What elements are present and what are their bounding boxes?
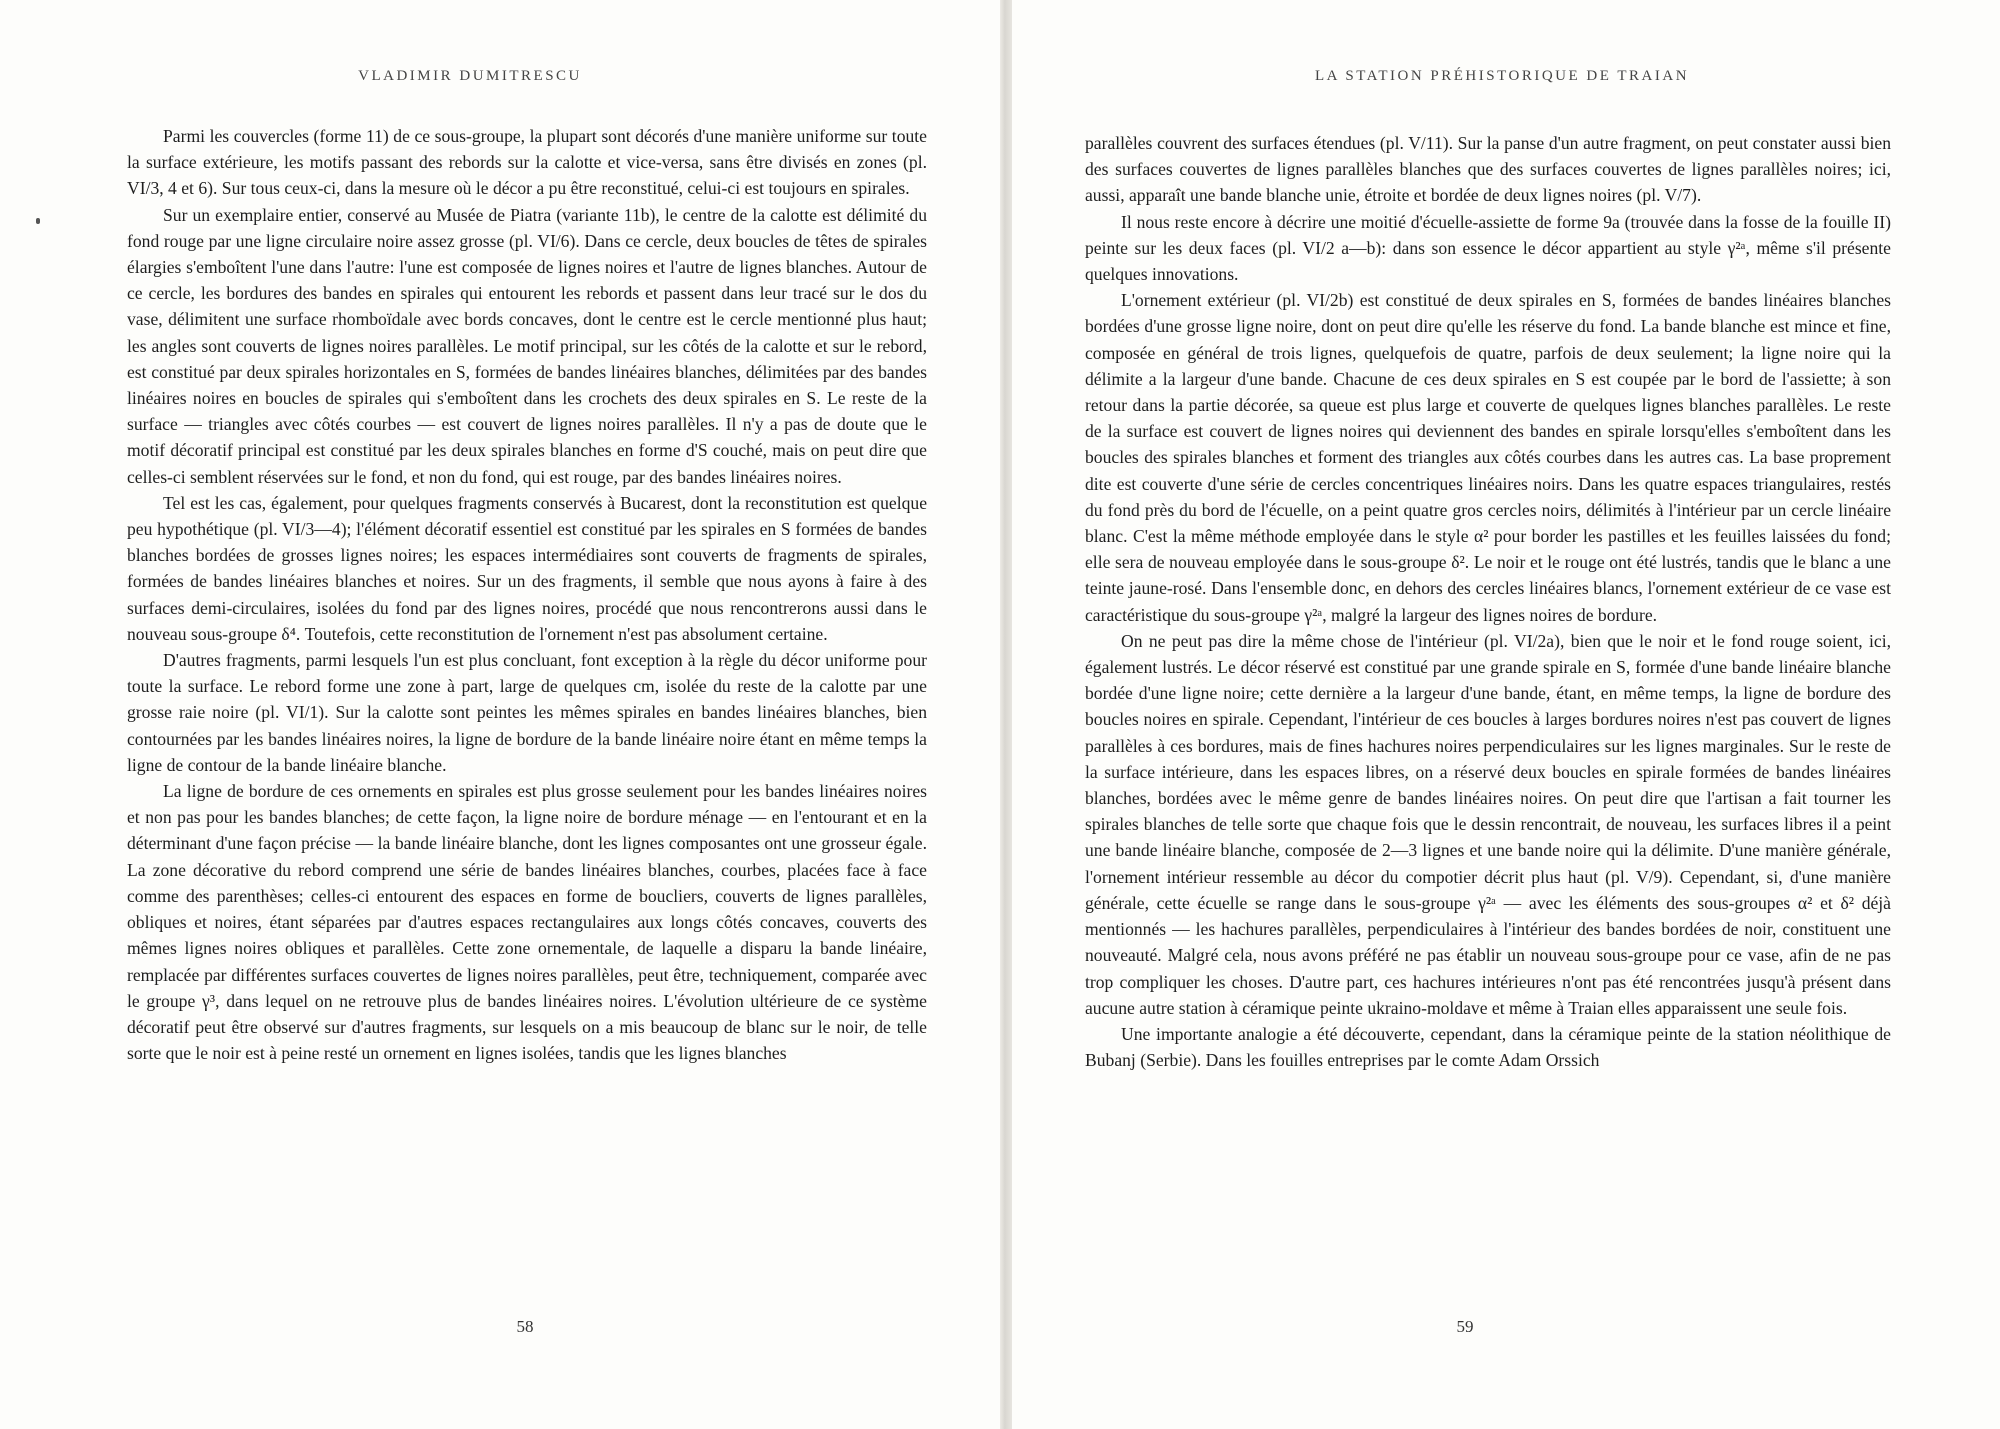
right-page-body	[1085, 130, 1891, 1073]
paragraph: Parmi les couvercles (forme 11) de ce sous-groupe, la plupart sont décorés d'une manière uniforme sur toute la surface extérieure, les motifs passant des rebords sur la calotte et vice-versa, sans être divisés en zones (pl. VI/3, 4 et 6). Sur tous ceux-ci, dans la mesure où le décor a pu être reconstitué, celui-ci est toujours en spirales.	[127, 126, 927, 199]
paragraph: D'autres fragments, parmi lesquels l'un est plus concluant, font exception à la règle du décor uniforme pour toute la surface. Le rebord forme une zone à part, large de quelques cm, isolée du reste de la calotte par une grosse raie noire (pl. VI/1). Sur la calotte sont peintes les mêmes spirales en bandes linéaires blanches, bien contournées par les bandes linéaires noires, la ligne de bordure de la bande linéaire noire étant en même temps la ligne de contour de la bande linéaire blanche.	[127, 650, 927, 775]
left-page-body	[127, 123, 927, 1066]
running-head-right: LA STATION PRÉHISTORIQUE DE TRAIAN	[1314, 68, 1690, 84]
paragraph: Sur un exemplaire entier, conservé au Musée de Piatra (variante 11b), le centre de la calotte est délimité du fond rouge par une ligne circulaire noire assez grosse (pl. VI/6). Dans ce cercle, deux boucles de têtes de spirales élargies s'emboîtent l'une dans l'autre: l'une est composée de lignes noires et l'autre de lignes blanches. Autour de ce cercle, les bordures des bandes en spirales qui entourent les rebords et passent dans leur tracé sur le dos du vase, délimitent une surface rhomboïdale avec bords concaves, dont le centre est le cercle mentionné plus haut; les angles sont couverts de lignes noires parallèles. Le motif principal, sur les côtés de la calotte et sur le rebord, est constitué par deux spirales horizontales en S, formées de bandes linéaires blanches, délimitées par des bandes linéaires noires en boucles de spirales qui s'emboîtent dans les crochets des deux spirales en S. Le reste de la surface — triangles avec côtés courbes — est couvert de lignes noires parallèles. Il n'y a pas de doute que le motif décoratif principal est constitué par les deux spirales blanches en forme d'S couché, mais on peut dire que celles-ci semblent réservées sur le fond, et non du fond, qui est rouge, par des bandes linéaires noires.	[127, 204, 927, 487]
paragraph-continuation: parallèles couvrent des surfaces étendues (pl. V/11). Sur la panse d'un autre fragment, on peut constater aussi bien des surfaces couvertes de lignes parallèles blanches que des surfaces couvertes de lignes parallèles noires; ici, aussi, apparaît une bande blanche unie, étroite et bordée de deux lignes noires (pl. V/7).	[1085, 133, 1891, 206]
page-number-left: 58	[516, 1317, 534, 1336]
paragraph: La ligne de bordure de ces ornements en spirales est plus grosse seulement pour les bandes linéaires noires et non pas pour les bandes blanches; de cette façon, la ligne noire de bordure ménage — en l'entourant et en la déterminant d'une façon précise — la bande linéaire blanche, dont les lignes composantes ont une grosseur égale. La zone décorative du rebord comprend une série de bandes linéaires blanches, courbes, placées face à face comme des parenthèses; celles-ci entourent des espaces en forme de boucliers, couverts de lignes parallèles, obliques et noires, étant séparées par d'autres espaces rectangulaires aux longs côtés concaves, couverts des mêmes lignes noires obliques et parallèles. Cette zone ornementale, de laquelle a disparu la bande linéaire, remplacée par différentes surfaces couvertes de lignes noires parallèles, peut être, techniquement, comparée avec le groupe γ³, dans lequel on ne retrouve plus de bandes linéaires noires. L'évolution ultérieure de ce système décoratif peut être observé sur d'autres fragments, sur lesquels on a mis beaucoup de blanc sur le noir, de telle sorte que le noir est à peine resté un ornement en lignes isolées, tandis que les lignes blanches	[127, 781, 927, 1064]
right-page	[1012, 0, 2000, 1429]
paragraph: Une importante analogie a été découverte, cependant, dans la céramique peinte de la station néolithique de Bubanj (Serbie). Dans les fouilles entreprises par le comte Adam Orssich	[1085, 1023, 1891, 1071]
running-head-left: VLADIMIR DUMITRESCU	[358, 68, 582, 84]
paragraph: Tel est les cas, également, pour quelques fragments conservés à Bucarest, dont la reconstitution est quelque peu hypothétique (pl. VI/3—4); l'élément décoratif essentiel est constitué par les spirales en S formées de bandes blanches bordées de grosses lignes noires; les espaces intermédiaires sont couverts de fragments de spirales, formées de bandes linéaires blanches et noires. Sur un des fragments, il semble que nous ayons à faire à des surfaces demi-circulaires, isolées du fond par des lignes noires, procédé que nous rencontrerons aussi dans le nouveau sous-groupe δ⁴. Toutefois, cette reconstitution de l'ornement n'est pas absolument certaine.	[127, 492, 927, 644]
book-gutter	[1000, 0, 1012, 1429]
paragraph: L'ornement extérieur (pl. VI/2b) est constitué de deux spirales en S, formées de bandes linéaires blanches bordées d'une grosse ligne noire, dont on peut dire qu'elle les réserve du fond. La bande blanche est mince et fine, composée en général de trois lignes, quelquefois de quatre, parfois de deux seulement; la ligne noire qui la délimite a la largeur d'une bande. Chacune de ces deux spirales en S est coupée par le bord de l'assiette; à son retour dans la partie décorée, sa queue est plus large et couverte de quelques lignes blanches parallèles. Le reste de la surface est couvert de lignes noires qui deviennent des bandes en spirale lorsqu'elles s'emboîtent dans les boucles des spirales blanches et forment des triangles aux côtés courbes dans les autres cas. La base proprement dite est couverte d'une série de cercles concentriques linéaires noirs. Dans les quatre espaces triangulaires, restés du fond près du bord de l'écuelle, on a peint quatre gros cercles noirs, délimités à l'intérieur par un cercle linéaire blanc. C'est la même méthode employée dans le style α² pour border les pastilles et les feuilles laissées du fond; elle sera de nouveau employée dans le sous-groupe δ². Le noir et le rouge ont été lustrés, tandis que le blanc a une teinte jaune-rosé. Dans l'ensemble donc, en dehors des cercles linéaires blancs, l'ornement extérieur de ce vase est caractéristique du sous-groupe γ²ᵃ, malgré la largeur des lignes noires de bordure.	[1085, 290, 1891, 625]
page-number-right: 59	[1456, 1317, 1474, 1336]
paragraph: On ne peut pas dire la même chose de l'intérieur (pl. VI/2a), bien que le noir et le fond rouge soient, ici, également lustrés. Le décor réservé est constitué par une grande spirale en S, formée d'une bande linéaire blanche bordée d'une ligne noire; cette dernière a la largeur d'une bande, étant, en même temps, la ligne de bordure des boucles noires en spirale. Cependant, l'intérieur de ces boucles à larges bordures noires n'est pas couvert de lignes parallèles à ces bordures, mais de fines hachures noires perpendiculaires sur les lignes marginales. Sur le reste de la surface intérieure, dans les espaces libres, on a réservé deux boucles en spirale formées de bandes linéaires blanches, bordées avec le même genre de bandes linéaires noires. On peut dire que l'artisan a fait tourner les spirales blanches de telle sorte que chaque fois que le dessin rencontrait, de nouveau, les surfaces libres il a peint une bande linéaire blanche, composée de 2—3 lignes et une bande noire qui la délimite. D'une manière générale, l'ornement intérieur ressemble au décor du compotier décrit plus haut (pl. V/9). Cependant, si, d'une manière générale, cette écuelle se range dans le sous-groupe γ²ᵃ — avec les éléments des sous-groupes α² et δ² déjà mentionnés — les hachures parallèles, perpendiculaires à l'intérieur des bandes bordées de noir, constituent une nouveauté. Malgré cela, nous avons préféré ne pas établir un nouveau sous-groupe pour ce vase, afin de ne pas trop compliquer les choses. D'autre part, ces hachures intérieures n'ont pas été rencontrées jusqu'à présent dans aucune autre station à céramique peinte ukraino-moldave et même à Traian elles apparaissent une seule fois.	[1085, 630, 1891, 1018]
paragraph: Il nous reste encore à décrire une moitié d'écuelle-assiette de forme 9a (trouvée dans la fosse de la fouille II) peinte sur les deux faces (pl. VI/2 a—b): dans son essence le décor appartient au style γ²ᵃ, même s'il présente quelques innovations.	[1085, 211, 1891, 285]
